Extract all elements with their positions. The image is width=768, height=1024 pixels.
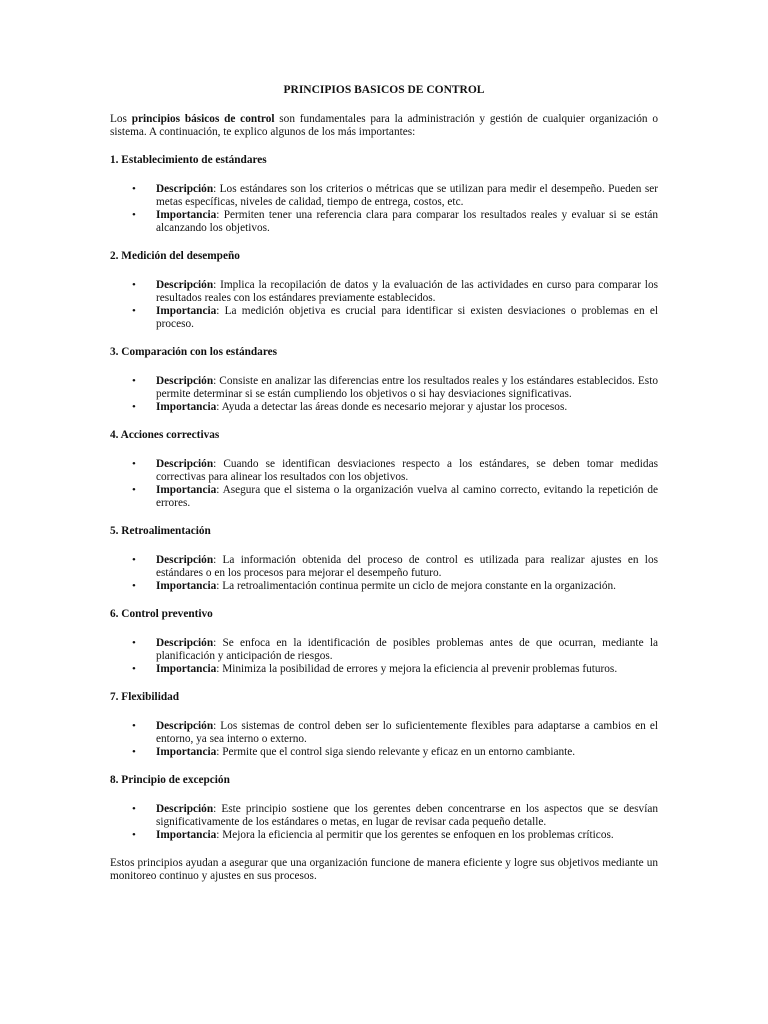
section-list (110, 637, 658, 676)
bullet-icon: • (132, 580, 136, 592)
item-text: : La medición objetiva es crucial para identificar si existen desviaciones o problemas en el proceso. (156, 305, 658, 330)
item-term: Importancia (156, 209, 217, 221)
list-item (110, 637, 658, 663)
intro-paragraph (110, 113, 658, 139)
item-term: Descripción (156, 458, 214, 470)
list-item (110, 803, 658, 829)
item-text: : Asegura que el sistema o la organización vuelva al camino correcto, evitando la repetición de errores. (156, 484, 658, 509)
item-text: : La retroalimentación continua permite un ciclo de mejora constante en la organización. (216, 580, 616, 592)
section-heading: 7. Flexibilidad (110, 691, 180, 703)
intro-bold-term: principios básicos de control (131, 113, 275, 125)
list-item (110, 305, 658, 331)
bullet-icon: • (132, 746, 136, 758)
section-heading: 1. Establecimiento de estándares (110, 154, 267, 166)
section-heading: 8. Principio de excepción (110, 774, 230, 786)
list-item (110, 401, 658, 414)
item-text: : La información obtenida del proceso de control es utilizada para realizar ajustes en los estándares o en los procesos para mejorar el desempeño futuro. (156, 554, 658, 579)
section-heading: 6. Control preventivo (110, 608, 213, 620)
list-item (110, 375, 658, 401)
list-item (110, 829, 658, 842)
item-term: Descripción (156, 375, 214, 387)
item-term: Descripción (156, 720, 214, 732)
item-text: : Los sistemas de control deben ser lo suficientemente flexibles para adaptarse a cambios en el entorno, ya sea interno o externo. (156, 720, 658, 745)
section-heading: 2. Medición del desempeño (110, 250, 240, 262)
item-term: Importancia (156, 401, 217, 413)
item-text: : Se enfoca en la identificación de posibles problemas antes de que ocurran, mediante la planificación y anticipación de riesgos. (156, 637, 658, 662)
bullet-icon: • (132, 637, 136, 649)
section-list (110, 554, 658, 593)
section-list (110, 375, 658, 414)
list-item (110, 554, 658, 580)
section-list (110, 279, 658, 331)
section-heading: 3. Comparación con los estándares (110, 346, 278, 358)
bullet-icon: • (132, 375, 136, 387)
item-term: Importancia (156, 580, 217, 592)
list-item (110, 484, 658, 510)
item-text: : Consiste en analizar las diferencias entre los resultados reales y los estándares establecidos. Esto permite determinar si se están cumpliendo los objetivos o si hay desviaciones significativas. (156, 375, 658, 400)
bullet-icon: • (132, 663, 136, 675)
list-item (110, 720, 658, 746)
section-heading: 5. Retroalimentación (110, 525, 211, 537)
item-term: Importancia (156, 746, 217, 758)
section-list (110, 803, 658, 842)
item-term: Importancia (156, 663, 217, 675)
bullet-icon: • (132, 458, 136, 470)
intro-prefix: Los (110, 113, 132, 125)
list-item (110, 279, 658, 305)
list-item (110, 663, 658, 676)
item-text: : Cuando se identifican desviaciones respecto a los estándares, se deben tomar medidas correctivas para alinear los resultados con los objetivos. (156, 458, 658, 483)
item-text: : Este principio sostiene que los gerentes deben concentrarse en los aspectos que se desvían significativamente de los estándares o metas, en lugar de revisar cada pequeño detalle. (156, 803, 658, 828)
item-term: Descripción (156, 279, 214, 291)
bullet-icon: • (132, 803, 136, 815)
closing-paragraph: Estos principios ayudan a asegurar que una organización funcione de manera eficiente y logre sus objetivos mediante un monitoreo continuo y ajustes en sus procesos. (110, 857, 658, 882)
list-item (110, 458, 658, 484)
item-text: : Ayuda a detectar las áreas donde es necesario mejorar y ajustar los procesos. (216, 401, 568, 413)
bullet-icon: • (132, 183, 136, 195)
item-text: : Permite que el control siga siendo relevante y eficaz en un entorno cambiante. (216, 746, 576, 758)
bullet-icon: • (132, 554, 136, 566)
bullet-icon: • (132, 829, 136, 841)
bullet-icon: • (132, 209, 136, 221)
item-term: Descripción (156, 183, 214, 195)
section-list (110, 720, 658, 759)
item-term: Descripción (156, 803, 214, 815)
item-term: Importancia (156, 305, 217, 317)
item-text: : Mejora la eficiencia al permitir que los gerentes se enfoquen en los problemas críticos. (216, 829, 614, 841)
item-term: Descripción (156, 637, 214, 649)
bullet-icon: • (132, 484, 136, 496)
list-item (110, 746, 658, 759)
section-list (110, 458, 658, 510)
intro-suffix: son fundamentales para la administración y gestión de cualquier organización o sistema. A continuación, te explico algunos de los más importantes: (110, 113, 658, 138)
bullet-icon: • (132, 305, 136, 317)
list-item (110, 209, 658, 235)
item-term: Importancia (156, 829, 217, 841)
item-text: : Permiten tener una referencia clara para comparar los resultados reales y evaluar si se están alcanzando los objetivos. (156, 209, 658, 234)
item-text: : Minimiza la posibilidad de errores y mejora la eficiencia al prevenir problemas futuros. (216, 663, 618, 675)
document-title: PRINCIPIOS BASICOS DE CONTROL (283, 84, 485, 96)
item-text: : Implica la recopilación de datos y la evaluación de las actividades en curso para comparar los resultados reales con los estándares previamente establecidos. (156, 279, 658, 304)
item-term: Descripción (156, 554, 214, 566)
list-item (110, 580, 658, 593)
section-list (110, 183, 658, 235)
section-heading: 4. Acciones correctivas (110, 429, 220, 441)
bullet-icon: • (132, 720, 136, 732)
document-page (110, 84, 658, 883)
list-item (110, 183, 658, 209)
bullet-icon: • (132, 401, 136, 413)
item-term: Importancia (156, 484, 217, 496)
bullet-icon: • (132, 279, 136, 291)
item-text: : Los estándares son los criterios o métricas que se utilizan para medir el desempeño. Pueden ser metas específicas, niveles de calidad, tiempo de entrega, costos, etc. (156, 183, 658, 208)
